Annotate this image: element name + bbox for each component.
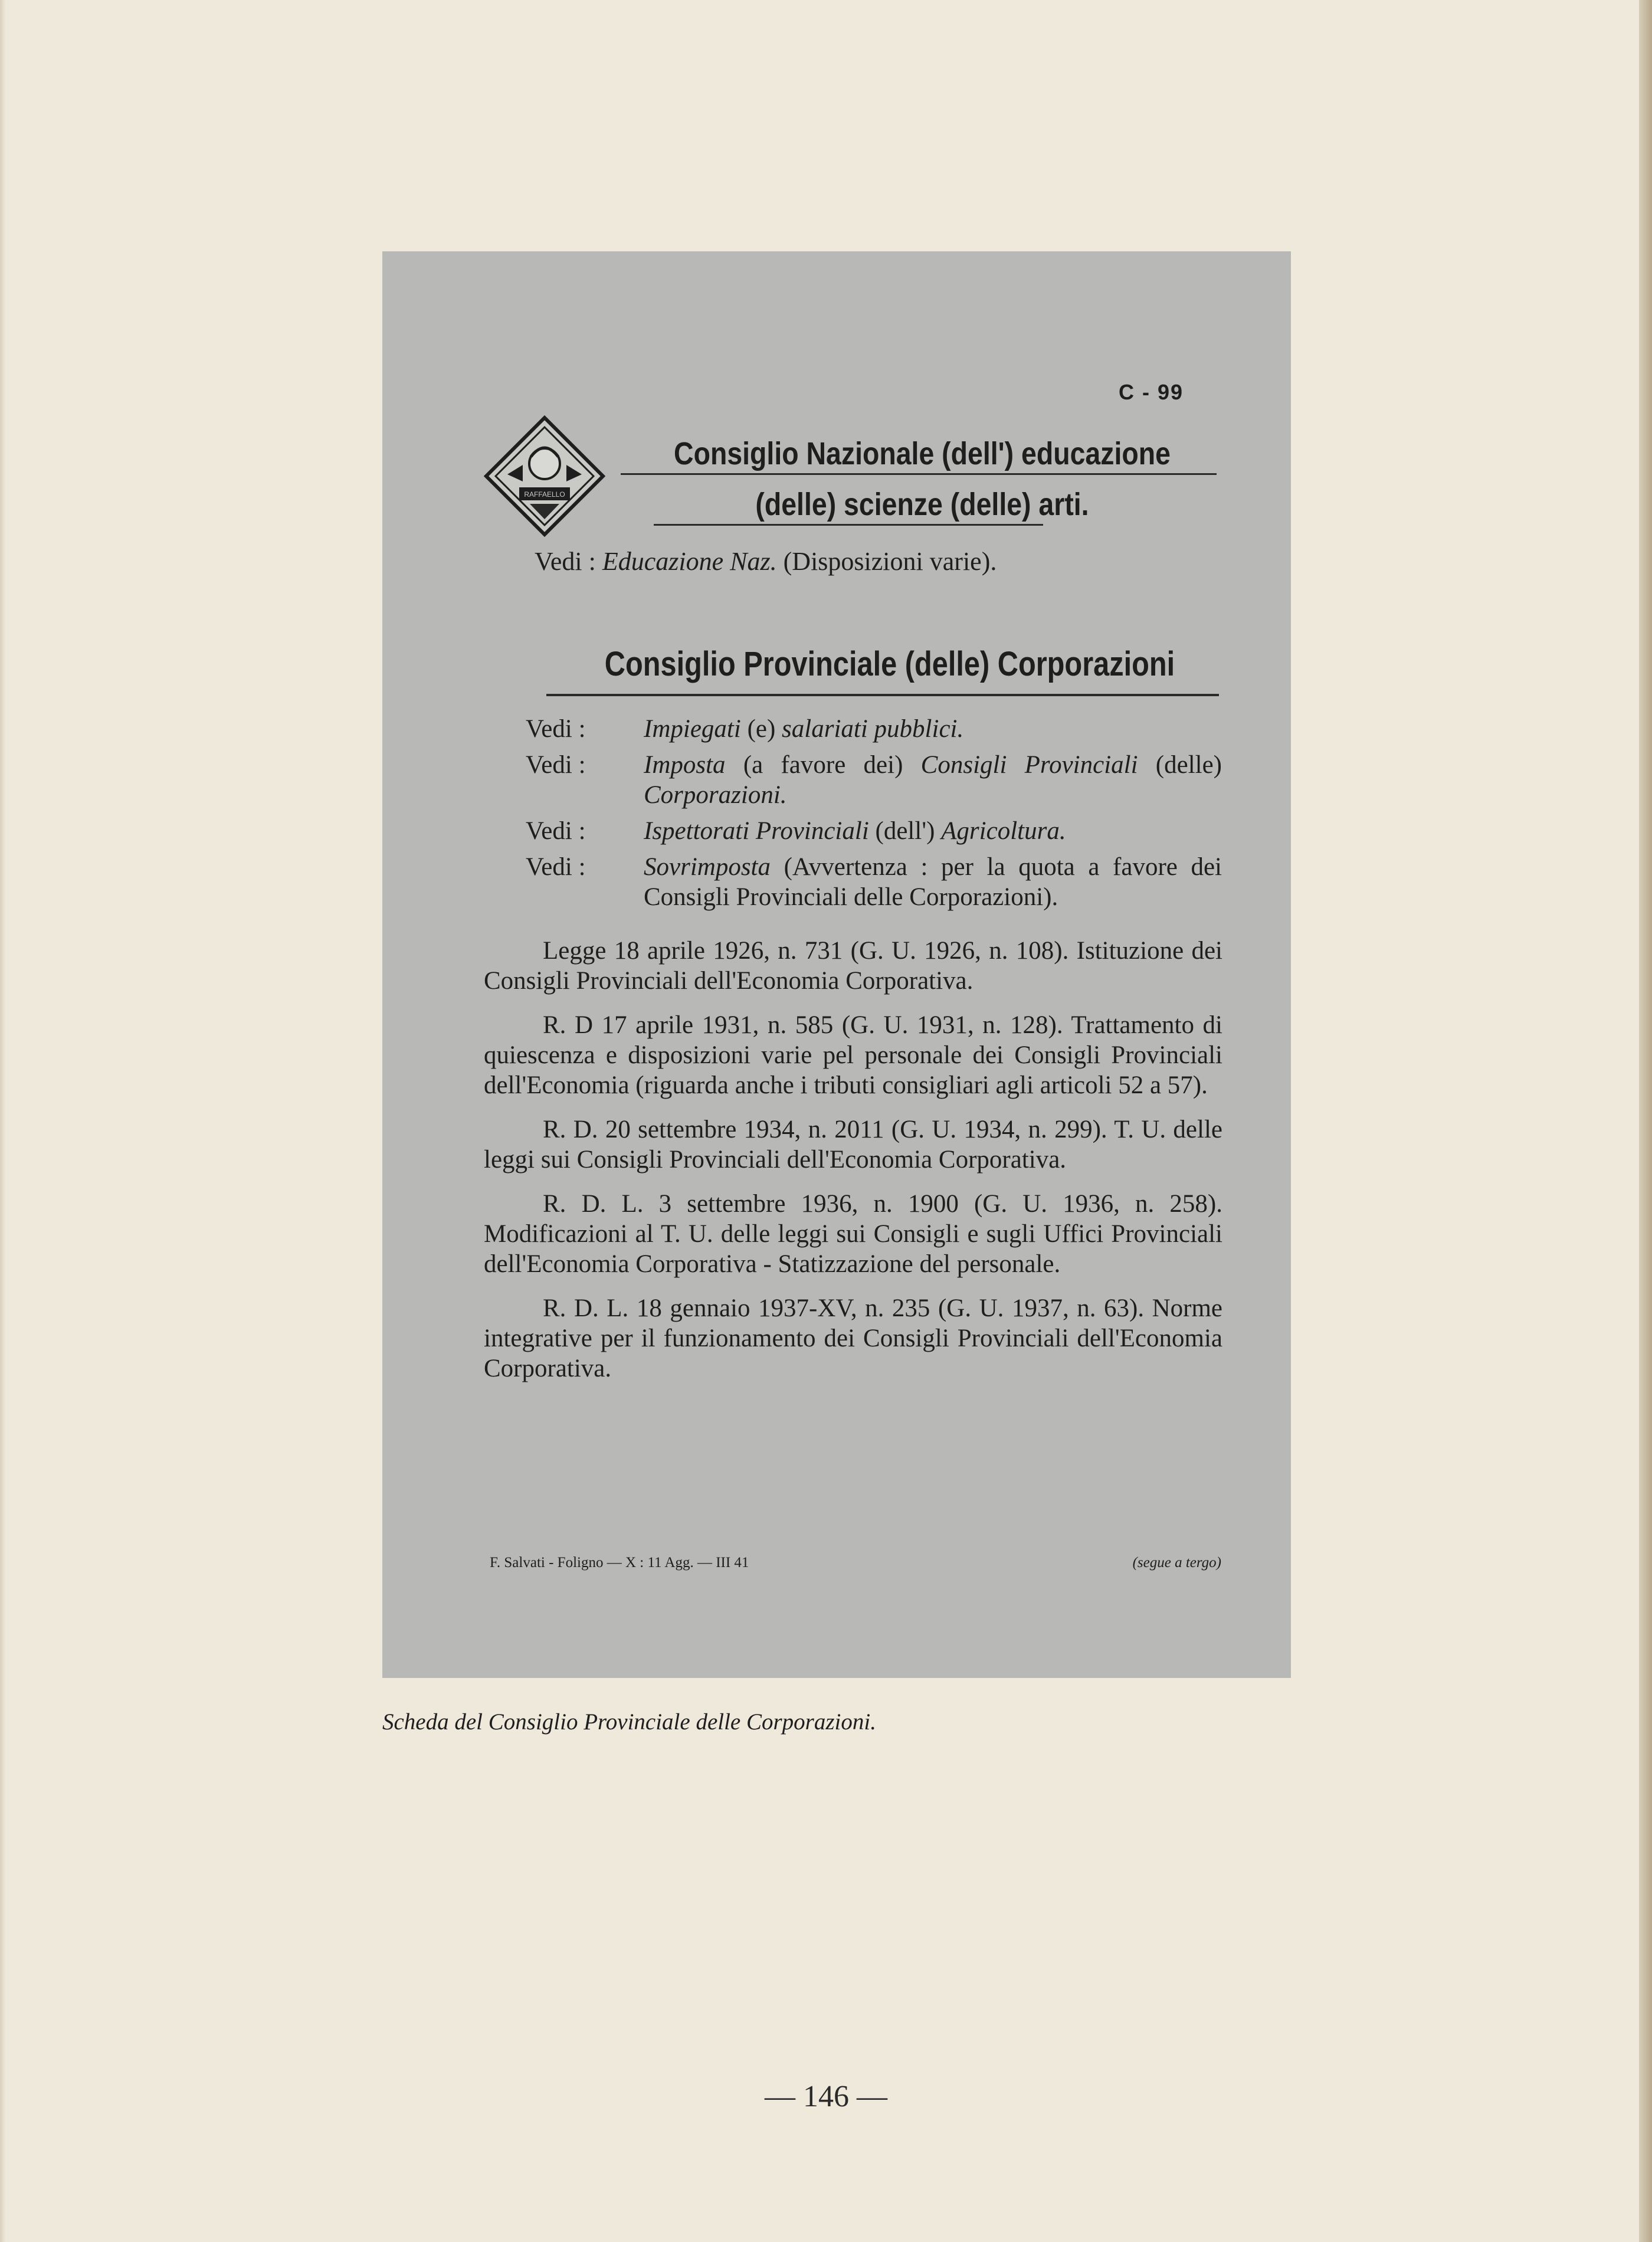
header-title <box>663 428 1181 530</box>
header-line-1: Consiglio Nazionale (dell') educazione <box>674 436 1171 471</box>
law-entry: R. D. L. 18 gennaio 1937-XV, n. 235 (G. U. 1937, n. 63). Norme integrative per il funzionamento dei Consigli Provinciali dell'Economia Corporativa. <box>484 1294 1222 1382</box>
vedi-item: Vedi : Imposta (a favore dei) Consigli Provinciali (delle) Corporazioni. <box>526 751 1222 809</box>
law-entry: Legge 18 aprile 1926, n. 731 (G. U. 1926, n. 108). Istituzione dei Consigli Provinciali dell'Economia Corporativa. <box>484 937 1222 995</box>
header-line-2: (delle) scienze (delle) arti. <box>755 487 1089 522</box>
figure-caption: Scheda del Consiglio Provinciale delle Corporazioni. <box>382 1709 876 1735</box>
law-entry: R. D 17 aprile 1931, n. 585 (G. U. 1931, n. 128). Trattamento di quiescenza e disposizioni varie pel personale dei Consigli Provinciali dell'Economia (riguarda anche i tributi consigliari agli articoli 52 a 57). <box>484 1011 1222 1099</box>
page-number: — 146 — <box>765 2080 887 2113</box>
diamond-emblem-icon <box>484 415 605 537</box>
vedi-item: Vedi : Sovrimposta (Avvertenza : per la quota a favore dei Consigli Provinciali delle Corporazioni). <box>526 853 1222 911</box>
header-rule <box>621 473 1217 475</box>
vedi-item: Vedi : Ispettorati Provinciali (dell') Agricoltura. <box>526 817 1066 845</box>
section-title: Consiglio Provinciale (delle) Corporazioni <box>604 645 1175 683</box>
law-entry: R. D. L. 3 settembre 1936, n. 1900 (G. U. 1936, n. 258). Modificazioni al T. U. delle leggi sui Consigli e sugli Uffici Provinciali dell'Economia Corporativa - Statizzazione del personale. <box>484 1190 1222 1278</box>
svg-text:RAFFAELLO: RAFFAELLO <box>524 490 565 499</box>
laws-list <box>484 936 1222 1398</box>
index-card <box>382 251 1291 1678</box>
see-reference: Vedi : Educazione Naz. (Disposizioni varie). <box>535 547 997 576</box>
header-rule-2 <box>654 524 1043 526</box>
page-left-edge <box>0 0 6 2242</box>
continued-note: (segue a tergo) <box>1132 1555 1221 1571</box>
section-rule <box>546 694 1219 696</box>
printer-imprint: F. Salvati - Foligno — X : 11 Agg. — III 41 <box>490 1555 749 1571</box>
printer-line <box>490 1555 1221 1571</box>
vedi-list <box>526 714 1222 918</box>
page-right-edge <box>1639 0 1652 2242</box>
vedi-item: Vedi : Impiegati (e) salariati pubblici. <box>526 715 964 743</box>
law-entry: R. D. 20 settembre 1934, n. 2011 (G. U. 1934, n. 299). T. U. delle leggi sui Consigli Provinciali dell'Economia Corporativa. <box>484 1116 1222 1174</box>
card-code: C - 99 <box>1119 380 1184 404</box>
